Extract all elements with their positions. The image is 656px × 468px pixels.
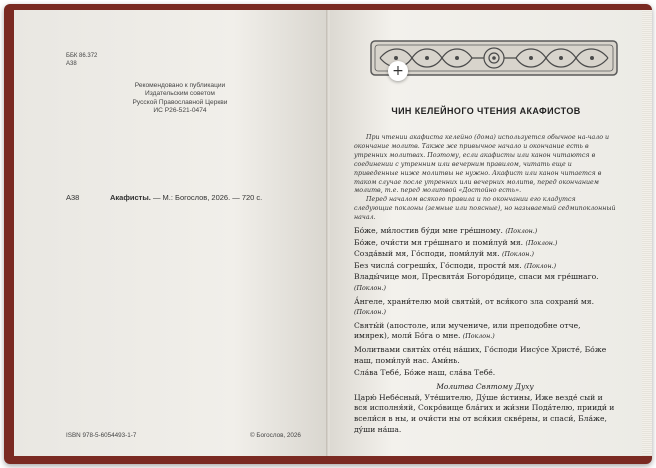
copyright: © Богослов, 2026 — [250, 432, 301, 439]
prayer-text: Влады́чице моя, Пресвята́я Богоро́дице, спаси мя гре́шнаго. — [354, 272, 599, 282]
catalog-description — [110, 193, 262, 202]
prayer-line — [354, 321, 616, 343]
prayer-note: (Поклон.) — [505, 228, 538, 236]
recommendation-line: Русской Православной Церкви — [132, 98, 228, 106]
intro-paragraph: Перед началом всякого правила и по окончании его кладутся следующие поклоны (земные или поясные), но называемый седмипоклонный начал. — [354, 196, 616, 222]
prayer-text: А́нгеле, храни́телю мой святы́й, от вся́кого зла сохрани́ мя. — [354, 296, 595, 306]
intro-paragraph: При чтении акафиста келейно (дома) используется обычное на-чало и окончание молитв. Также же привычное начало и окончание есть в утренних молитвах. Поэтому, если акафисты или канон читаются в соединении с утренним или вечерним правилом, читать еще и приведенные ниже молитвы не нужно. Акафист или канон читается в таком случае после утренних или вечерних молитв, перед окончанием молитв, т.е. перед молитвой «Достойно есть». — [354, 134, 610, 195]
zoom-plus-button[interactable]: + — [388, 61, 408, 81]
chapter-title: ЧИН КЕЛЕЙНОГО ЧТЕНИЯ АКАФИСТОВ — [391, 106, 581, 116]
prayer-text: Бо́же, ми́лостив бу́ди мне гре́шному. — [354, 226, 503, 236]
prayer-note: (Поклон.) — [524, 262, 557, 270]
prayer-line — [354, 249, 616, 261]
prayer-line — [354, 261, 616, 273]
prayer-text: Созда́вый мя, Го́споди, поми́луй мя. — [354, 249, 500, 259]
prayer-line — [354, 238, 616, 250]
book — [4, 4, 652, 464]
catalog-title: Акафисты. — [110, 193, 151, 202]
right-page-body — [354, 134, 616, 435]
prayer-text: Сла́ва Тебе́, Бо́же наш, сла́ва Тебе́. — [354, 368, 496, 378]
prayer-note: (Поклон.) — [354, 309, 386, 317]
right-page — [330, 10, 642, 456]
catalog-code: А38 — [66, 193, 80, 202]
prayer-text: Бо́же, очи́сти мя гре́шнаго и поми́луй мя. — [354, 237, 524, 247]
left-page — [14, 10, 328, 456]
recommendation-block — [110, 82, 250, 116]
prayer-line — [354, 368, 616, 379]
prayer-note: (Поклон.) — [462, 333, 495, 341]
section-subtitle: Молитва Святому Духу — [436, 381, 534, 391]
prayer-line — [354, 272, 616, 294]
catalog-publication: — М.: Богослов, 2026. — 720 с. — [150, 193, 263, 202]
page-edges — [642, 10, 652, 456]
recommendation-line: Рекомендовано к публикации — [134, 82, 226, 89]
prayer-note: (Поклон.) — [354, 285, 386, 293]
prayer-line — [354, 345, 616, 366]
bbk-code: ББК 86.372 — [66, 53, 98, 59]
recommendation-line: Издательским советом — [145, 90, 215, 98]
recommendation-line: ИС Р26-521-0474 — [153, 107, 207, 115]
prayer-note: (Поклон.) — [525, 239, 558, 247]
prayer-line — [354, 226, 616, 238]
bbk-block — [66, 52, 97, 68]
prayer-note: (Поклон.) — [502, 251, 534, 259]
prayer-line — [354, 297, 616, 319]
prayer-text: Святы́й (апостоле, или мучениче, или преподобне отче, имярек), моли́ Бо́га о мне. — [354, 320, 581, 341]
prayer-text: Без числа́ согреши́х, Го́споди, прости́ мя. — [354, 260, 522, 270]
bbk-author-code: А38 — [66, 61, 77, 67]
isbn: ISBN 978-5-6054493-1-7 — [66, 432, 137, 439]
final-prayer: Царю́ Небе́сный, Уте́шителю, Ду́ше и́стины, Иже везде́ сый и вся исполня́яй, Сокро́вище бла́гих и жи́зни Пода́телю, прииди́ и всели́ся в ны, и очи́сти ны от вся́кия скве́рны, и спаси́, Бла́же, ду́ши на́ша. — [354, 392, 615, 434]
prayer-text: Молитвами святы́х оте́ц на́ших, Го́споди Иису́се Христе́, Бо́же наш, поми́луй нас. Ами́нь. — [354, 345, 607, 365]
